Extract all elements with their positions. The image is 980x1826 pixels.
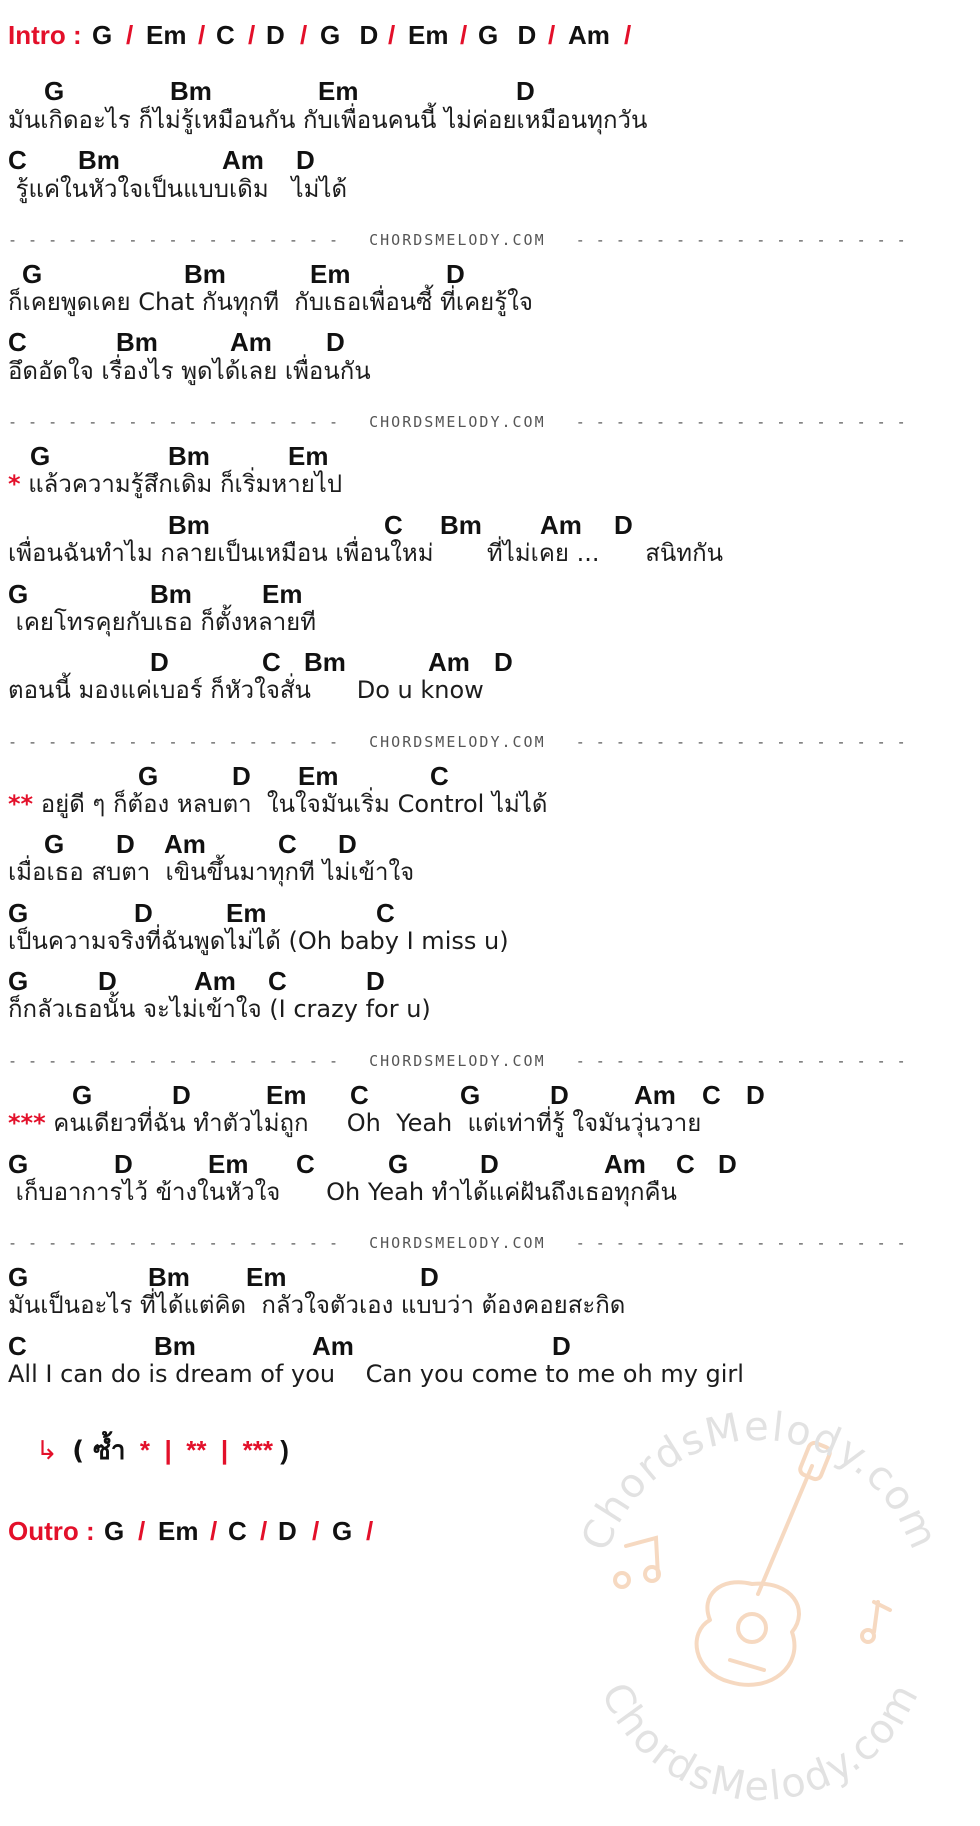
intro-chord[interactable]: Am [568,20,610,50]
chorus-ref-3[interactable]: *** [242,1435,273,1465]
lyric-text: แล้วความรู้สึกเดิม ก็เริ่มหายไป [20,470,343,498]
chord[interactable]: Em [318,76,359,106]
chord[interactable]: G [138,761,159,791]
chord[interactable]: G [30,441,51,471]
repeat-close: ) [280,1435,289,1465]
chord[interactable]: Bm [304,647,346,677]
outro-chord[interactable]: D [278,1516,297,1546]
svg-text:ChordsMelody.com [573,1404,947,1557]
repeat-instruction [36,1434,289,1467]
chord[interactable]: Em [246,1262,287,1292]
outro-chord[interactable]: C [228,1516,247,1546]
chord[interactable]: D [614,510,633,540]
chord[interactable]: C [430,761,449,791]
lyric-line: ก็กลัวเธอนั้น จะไม่เข้าใจ (I crazy for u) [8,995,431,1023]
chorus-mark: *** [8,1109,46,1137]
lyric-line: รู้แค่ในหัวใจเป็นแบบเดิม ไม่ได้ [8,175,348,203]
chord[interactable]: C [262,647,281,677]
chord[interactable]: D [446,259,465,289]
chord[interactable]: G [8,579,29,609]
intro-chord[interactable]: Em [408,20,449,50]
slash: / [210,1516,218,1546]
chord[interactable]: C [384,510,403,540]
lyric-line: อึดอัดใจ เรื่องไร พูดได้เลย เพื่อนกัน [8,357,371,385]
repeat-open: ( ซ้ำ [72,1436,126,1466]
lyric-line: เคยโทรคุยกับเธอ ก็ตั้งหลายที [8,608,317,636]
chord[interactable]: C [296,1149,315,1179]
lyric-line: มันเกิดอะไร ก็ไม่รู้เหมือนกัน กับเพื่อนคนนี้ ไม่ค่อยเหมือนทุกวัน [8,106,648,134]
separator: - - - - - - - - - - - - - - - - - CHORDSMELODY.COM - - - - - - - - - - - - - - - - - [8,733,907,751]
chord[interactable]: Am [604,1149,646,1179]
slash: / [248,20,256,50]
chord[interactable]: G [8,966,29,996]
outro-row [8,1516,95,1546]
lyric-line: ตอนนี้ มองแค่เบอร์ ก็หัวใจสั่น Do u know [8,676,484,704]
chord[interactable]: C [278,829,297,859]
chorus-mark: ** [8,790,34,818]
chord[interactable]: Am [230,327,272,357]
divider: | [164,1435,172,1465]
chord[interactable]: C [8,145,27,175]
chorus-mark: * [8,470,21,498]
lyric-line [8,788,548,820]
chord[interactable]: D [172,1080,191,1110]
chord[interactable]: Em [298,761,339,791]
chord[interactable]: C [376,898,395,928]
chord[interactable]: Em [226,898,267,928]
chord[interactable]: Am [164,829,206,859]
chord[interactable]: D [98,966,117,996]
outro-chord[interactable]: Em [158,1516,199,1546]
chord[interactable]: G [8,898,29,928]
chord[interactable]: Em [262,579,303,609]
outro-chord[interactable]: G [104,1516,125,1546]
separator: - - - - - - - - - - - - - - - - - CHORDSMELODY.COM - - - - - - - - - - - - - - - - - [8,1234,907,1252]
lyric-line [8,1107,701,1139]
intro-chord[interactable]: Em [146,20,187,50]
lyric-line: เพื่อนฉันทำไม กลายเป็นเหมือน เพื่อนใหม่ ที่ไม่เคย ... สนิทกัน [8,539,724,567]
chord[interactable]: D [718,1149,737,1179]
chord[interactable]: Am [428,647,470,677]
chord[interactable]: D [550,1080,569,1110]
separator-text: CHORDSMELODY.COM [369,1234,546,1252]
separator-text: CHORDSMELODY.COM [369,733,546,751]
chord[interactable]: D [296,145,315,175]
chord[interactable]: Bm [116,327,158,357]
watermark-text-top: ChordsMelody.com [572,1403,948,1558]
chord[interactable]: D [116,829,135,859]
slash: / [198,20,206,50]
chord[interactable]: Am [540,510,582,540]
chord[interactable]: D [366,966,385,996]
chord[interactable]: Bm [184,259,226,289]
chord[interactable]: D [480,1149,499,1179]
separator-text: CHORDSMELODY.COM [369,413,546,431]
chord[interactable]: D [114,1149,133,1179]
chord[interactable]: D [338,829,357,859]
chord[interactable]: G [22,259,43,289]
chord[interactable]: C [350,1080,369,1110]
chord[interactable]: D [516,76,535,106]
chord[interactable]: Em [208,1149,249,1179]
intro-chord[interactable]: G D [478,20,537,50]
chord[interactable]: Bm [168,510,210,540]
chord[interactable]: Am [312,1331,354,1361]
chord[interactable]: Am [194,966,236,996]
chord[interactable]: G [44,76,65,106]
slash: / [138,1516,146,1546]
slash: / [388,20,396,50]
lyric-line [8,468,342,500]
chord[interactable]: C [676,1149,695,1179]
outro-label: Outro : [8,1516,95,1546]
slash: / [366,1516,374,1546]
chord[interactable]: G [72,1080,93,1110]
chord[interactable]: C [268,966,287,996]
intro-chord[interactable]: C [216,20,235,50]
slash: / [460,20,468,50]
intro-chord[interactable]: G [92,20,113,50]
chord[interactable]: Em [288,441,329,471]
chord[interactable]: Am [222,145,264,175]
slash: / [300,20,308,50]
chorus-ref-2[interactable]: ** [186,1435,207,1465]
lyric-line: All I can do is dream of you Can you come to me oh my girl [8,1360,744,1388]
return-arrow-icon: ↳ [36,1436,58,1466]
slash: / [548,20,556,50]
lyric-line: เป็นความจริงที่ฉันพูดไม่ได้ (Oh baby I miss u) [8,927,509,955]
separator: - - - - - - - - - - - - - - - - - CHORDSMELODY.COM - - - - - - - - - - - - - - - - - [8,413,907,431]
chord[interactable]: Em [310,259,351,289]
svg-text:ChordsMelody.com [592,1675,928,1810]
chord[interactable]: Em [266,1080,307,1110]
intro-label: Intro : [8,20,82,50]
chord[interactable]: C [8,1331,27,1361]
guitar-icon [697,1441,832,1685]
intro-chord[interactable]: D [266,20,285,50]
lyric-line: ก็เคยพูดเคย Chat กันทุกที กับเธอเพื่อนซี้ ที่เคยรู้ใจ [8,288,533,316]
lyric-line: เมื่อเธอ สบตา เขินขึ้นมาทุกที ไม่เข้าใจ [8,858,415,886]
chord[interactable]: D [420,1262,439,1292]
slash: / [126,20,134,50]
separator-text: CHORDSMELODY.COM [369,1052,546,1070]
chordsmelody-watermark-logo [560,1370,960,1810]
chord[interactable]: D [746,1080,765,1110]
chord[interactable]: D [494,647,513,677]
intro-chord[interactable]: G D [320,20,379,50]
chord[interactable]: Bm [440,510,482,540]
separator: - - - - - - - - - - - - - - - - - CHORDSMELODY.COM - - - - - - - - - - - - - - - - - [8,231,907,249]
chord[interactable]: Bm [154,1331,196,1361]
chord[interactable]: G [8,1262,29,1292]
chord[interactable]: G [44,829,65,859]
slash: / [624,20,632,50]
slash: / [260,1516,268,1546]
lyric-text: คนเดียวที่ฉัน ทำตัวไม่ถูก Oh Yeah แต่เท่าที่รู้ ใจมันวุ่นวาย [45,1109,702,1137]
chorus-ref-1[interactable]: * [139,1435,151,1465]
chord[interactable]: Bm [168,441,210,471]
separator-text: CHORDSMELODY.COM [369,231,546,249]
chord[interactable]: D [134,898,153,928]
slash: / [312,1516,320,1546]
chord[interactable]: G [8,1149,29,1179]
chord[interactable]: Bm [150,579,192,609]
chord[interactable]: G [460,1080,481,1110]
music-note-icon [615,1538,890,1642]
chord[interactable]: D [326,327,345,357]
lyric-line: มันเป็นอะไร ที่ได้แต่คิด กลัวใจตัวเอง แบบว่า ต้องคอยสะกิด [8,1291,626,1319]
chord[interactable]: C [702,1080,721,1110]
outro-chord[interactable]: G [332,1516,353,1546]
chord[interactable]: Am [634,1080,676,1110]
chord[interactable]: D [552,1331,571,1361]
intro-row [8,20,82,50]
chord[interactable]: G [388,1149,409,1179]
separator: - - - - - - - - - - - - - - - - - CHORDSMELODY.COM - - - - - - - - - - - - - - - - - [8,1052,907,1070]
chord[interactable]: C [8,327,27,357]
chord[interactable]: Bm [170,76,212,106]
watermark-text-bottom: ChordsMelody.com [591,1675,929,1810]
chord[interactable]: Bm [148,1262,190,1292]
chord[interactable]: D [150,647,169,677]
lyric-line: เก็บอาการไว้ ข้างในหัวใจ Oh Yeah ทำได้แค่ฝันถึงเธอทุกคืน [8,1178,677,1206]
divider: | [220,1435,229,1465]
chord[interactable]: Bm [78,145,120,175]
lyric-text: อยู่ดี ๆ ก็ต้อง หลบตา ในใจมันเริ่ม Control ไม่ได้ [33,790,548,818]
chord[interactable]: D [232,761,251,791]
